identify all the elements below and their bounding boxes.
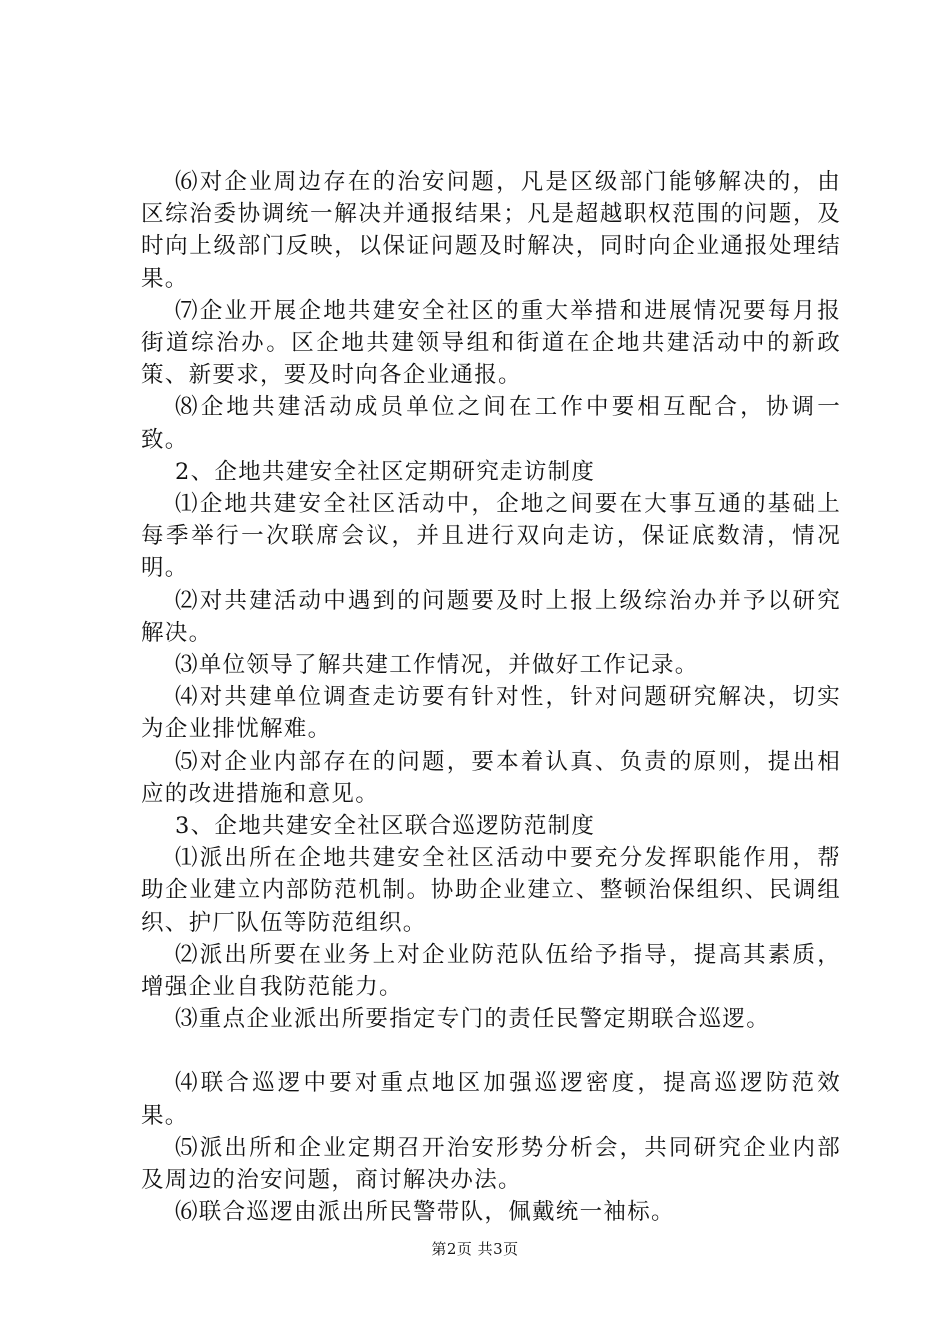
section-heading-2: 2、企地共建安全社区定期研究走访制度 bbox=[175, 458, 596, 485]
paragraph-1-joint-meeting: ⑴企地共建安全社区活动中，企地之间要在大事互通的基础上每季举行一次联席会议，并且进行双向走访，保证底数清，情况明。 bbox=[141, 491, 841, 582]
paragraph-2-report-issues: ⑵对共建活动中遇到的问题要及时上报上级综治办并予以研究解决。 bbox=[141, 587, 841, 646]
paragraph-5-internal-issues: ⑸对企业内部存在的问题，要本着认真、负责的原则，提出相应的改进措施和意见。 bbox=[141, 748, 841, 807]
paragraph-2-guidance: ⑵派出所要在业务上对企业防范队伍给予指导，提高其素质，增强企业自我防范能力。 bbox=[141, 941, 841, 1001]
paragraph-1-police-role: ⑴派出所在企地共建安全社区活动中要充分发挥职能作用，帮助企业建立内部防范机制。协助企业建立、整顿治保组织、民调组织、护厂队伍等防范组织。 bbox=[141, 845, 841, 936]
paragraph-3-patrol-officers: ⑶重点企业派出所要指定专门的责任民警定期联合巡逻。 bbox=[175, 1006, 771, 1033]
paragraph-3-leader-records: ⑶单位领导了解共建工作情况，并做好工作记录。 bbox=[175, 652, 699, 679]
paragraph-4-targeted-visits: ⑷对共建单位调查走访要有针对性，针对问题研究解决，切实为企业排忧解难。 bbox=[141, 684, 841, 743]
paragraph-7-monthly-report: ⑺企业开展企地共建安全社区的重大举措和进展情况要每月报街道综治办。区企地共建领导组和街道在企地共建活动中的新政策、新要求，要及时向各企业通报。 bbox=[141, 297, 841, 389]
paragraph-5-analysis-meeting: ⑸派出所和企业定期召开治安形势分析会，共同研究企业内部及周边的治安问题，商讨解决办法。 bbox=[141, 1134, 841, 1194]
paragraph-4-patrol-density: ⑷联合巡逻中要对重点地区加强巡逻密度，提高巡逻防范效果。 bbox=[141, 1070, 841, 1129]
page-number-footer: 第2页 共3页 bbox=[431, 1240, 519, 1258]
paragraph-6-neighborhood-issues: ⑹对企业周边存在的治安问题，凡是区级部门能够解决的，由区综治委协调统一解决并通报结果；凡是超越职权范围的问题，及时向上级部门反映，以保证问题及时解决，同时向企业通报处理结果。 bbox=[141, 169, 841, 292]
document-body bbox=[141, 166, 841, 1229]
section-heading-3: 3、企地共建安全社区联合巡逻防范制度 bbox=[175, 813, 596, 840]
paragraph-6-armband: ⑹联合巡逻由派出所民警带队，佩戴统一袖标。 bbox=[175, 1199, 675, 1226]
paragraph-8-cooperation: ⑻企地共建活动成员单位之间在工作中要相互配合，协调一致。 bbox=[141, 394, 841, 453]
